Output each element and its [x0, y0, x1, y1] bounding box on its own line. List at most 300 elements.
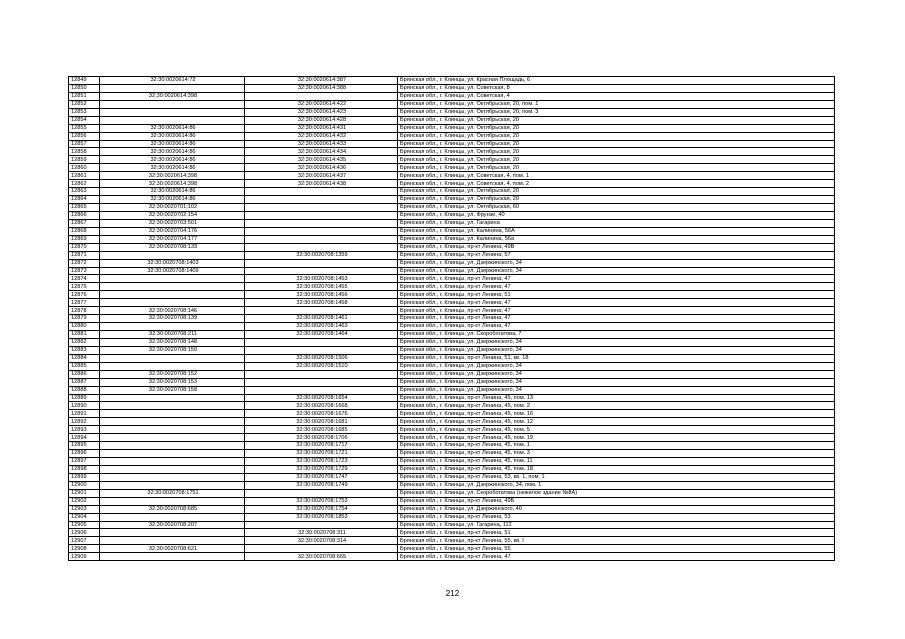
address-cell: Брянская обл., г. Клинцы, пр-кт Ленина, 51: [398, 529, 835, 537]
address-cell: Брянская обл., г. Клинцы, ул. Октябрьская, 20, пом. 3: [398, 108, 835, 116]
cadastral-number-cell: 32:30:0020704:177: [100, 235, 245, 243]
object-cadastral-number-cell: 32:30:0020708:1723: [245, 458, 398, 466]
table-row: [69, 465, 835, 473]
cadastral-number-cell: [100, 275, 245, 283]
table-row: [69, 148, 835, 156]
object-cadastral-number-cell: [245, 92, 398, 100]
row-number-cell: 12894: [69, 434, 100, 442]
cadastral-number-cell: [100, 402, 245, 410]
object-cadastral-number-cell: [245, 307, 398, 315]
cadastral-number-cell: 32:30:0020702:154: [100, 211, 245, 219]
object-cadastral-number-cell: 32:30:0020708:1681: [245, 418, 398, 426]
address-cell: Брянская обл., г. Клинцы, ул. Октябрьская, 20: [398, 188, 835, 196]
object-cadastral-number-cell: [245, 243, 398, 251]
cadastral-number-cell: 32:30:0020708:150: [100, 346, 245, 354]
row-number-cell: 12909: [69, 553, 100, 561]
cadastral-number-cell: 32:30:0020701:102: [100, 204, 245, 212]
address-cell: Брянская обл., г. Клинцы, пр-кт Ленина, 45, пом. 3: [398, 450, 835, 458]
address-cell: Брянская обл., г. Клинцы, ул. Советская, 8: [398, 84, 835, 92]
table-row: [69, 227, 835, 235]
row-number-cell: 12855: [69, 124, 100, 132]
table-row: [69, 458, 835, 466]
address-cell: Брянская обл., г. Клинцы, ул. Советская, 4, пом. 2: [398, 180, 835, 188]
table-row: [69, 434, 835, 442]
row-number-cell: 12902: [69, 497, 100, 505]
table-row: [69, 116, 835, 124]
cadastral-number-cell: [100, 362, 245, 370]
row-number-cell: 12869: [69, 235, 100, 243]
table-row: [69, 545, 835, 553]
row-number-cell: 12873: [69, 267, 100, 275]
object-cadastral-number-cell: 32:30:0020708:314: [245, 537, 398, 545]
table-row: [69, 354, 835, 362]
address-cell: Брянская обл., г. Клинцы, пр-кт Ленина, 45, пом. 12: [398, 418, 835, 426]
table-row: [69, 346, 835, 354]
object-cadastral-number-cell: [245, 188, 398, 196]
table-row: [69, 513, 835, 521]
table-row: [69, 100, 835, 108]
address-cell: Брянская обл., г. Клинцы, пр-кт Ленина, 45, пом. 1: [398, 442, 835, 450]
address-cell: Брянская обл., г. Клинцы, ул. Калинина, 56А: [398, 227, 835, 235]
address-cell: Брянская обл., г. Клинцы, ул. Октябрьская, 20: [398, 156, 835, 164]
row-number-cell: 12898: [69, 465, 100, 473]
address-cell: Брянская обл., г. Клинцы, ул. Октябрьская, 20: [398, 116, 835, 124]
table-row: [69, 505, 835, 513]
table-row: [69, 108, 835, 116]
row-number-cell: 12868: [69, 227, 100, 235]
address-cell: Брянская обл., г. Клинцы, ул. Красная Площадь, 6: [398, 77, 835, 85]
page-number: 212: [445, 589, 460, 598]
address-cell: Брянская обл., г. Клинцы, ул. Советская, 4, пом. 1: [398, 172, 835, 180]
address-cell: Брянская обл., г. Клинцы, пр-кт Ленина, 53, кв. 1, пом. 1: [398, 473, 835, 481]
address-cell: Брянская обл., г. Клинцы, пр-кт Ленина, 47: [398, 315, 835, 323]
address-cell: Брянская обл., г. Клинцы, ул. Октябрьская, 60: [398, 204, 835, 212]
object-cadastral-number-cell: [245, 346, 398, 354]
cadastral-number-cell: [100, 299, 245, 307]
row-number-cell: 12899: [69, 473, 100, 481]
cadastral-number-cell: [100, 442, 245, 450]
cadastral-number-cell: [100, 323, 245, 331]
address-cell: Брянская обл., г. Клинцы, пр-кт Ленина, 47: [398, 307, 835, 315]
row-number-cell: 12865: [69, 204, 100, 212]
object-cadastral-number-cell: 32:30:0020708:1749: [245, 481, 398, 489]
address-cell: Брянская обл., г. Клинцы, ул. Дзержинского, 34, пом. 1: [398, 481, 835, 489]
row-number-cell: 12905: [69, 521, 100, 529]
address-cell: Брянская обл., г. Клинцы, ул. Калинина, 56а: [398, 235, 835, 243]
address-cell: Брянская обл., г. Клинцы, ул. Октябрьская, 20: [398, 164, 835, 172]
row-number-cell: 12893: [69, 426, 100, 434]
address-cell: Брянская обл., г. Клинцы, ул. Дзержинского, 34: [398, 362, 835, 370]
object-cadastral-number-cell: [245, 521, 398, 529]
address-cell: Брянская обл., г. Клинцы, ул. Скоробогатова (нежилое здание №8А): [398, 489, 835, 497]
cadastral-number-cell: [100, 513, 245, 521]
table-row: [69, 370, 835, 378]
cadastral-number-cell: [100, 100, 245, 108]
cadastral-number-cell: [100, 465, 245, 473]
cadastral-number-cell: 32:30:0020704:176: [100, 227, 245, 235]
row-number-cell: 12885: [69, 362, 100, 370]
table-row: [69, 521, 835, 529]
object-cadastral-number-cell: 32:30:0020708:1717: [245, 442, 398, 450]
object-cadastral-number-cell: 32:30:0020708:1668: [245, 402, 398, 410]
address-cell: Брянская обл., г. Клинцы, ул. Фрунзе, 40: [398, 211, 835, 219]
table-row: [69, 307, 835, 315]
object-cadastral-number-cell: 32:30:0020708:1754: [245, 505, 398, 513]
row-number-cell: 12870: [69, 243, 100, 251]
cadastral-number-cell: 32:30:0020708:207: [100, 521, 245, 529]
row-number-cell: 12889: [69, 394, 100, 402]
object-cadastral-number-cell: [245, 489, 398, 497]
address-cell: Брянская обл., г. Клинцы, пр-кт Ленина, 45, пом. 19: [398, 434, 835, 442]
row-number-cell: 12881: [69, 331, 100, 339]
row-number-cell: 12853: [69, 108, 100, 116]
address-cell: Брянская обл., г. Клинцы, ул. Дзержинского, 34: [398, 338, 835, 346]
cadastral-number-cell: 32:30:0020614:86: [100, 188, 245, 196]
row-number-cell: 12858: [69, 148, 100, 156]
object-cadastral-number-cell: [245, 259, 398, 267]
row-number-cell: 12884: [69, 354, 100, 362]
address-cell: Брянская обл., г. Клинцы, ул. Скоробогатова, 7: [398, 331, 835, 339]
table-row: [69, 394, 835, 402]
address-cell: Брянская обл., г. Клинцы, пр-кт Ленина, 55: [398, 545, 835, 553]
object-cadastral-number-cell: 32:30:0020614:388: [245, 84, 398, 92]
object-cadastral-number-cell: 32:30:0020614:423: [245, 108, 398, 116]
object-cadastral-number-cell: 32:30:0020708:1753: [245, 497, 398, 505]
object-cadastral-number-cell: 32:30:0020708:1456: [245, 291, 398, 299]
cadastral-number-cell: 32:30:0020708:146: [100, 307, 245, 315]
table-row: [69, 124, 835, 132]
object-cadastral-number-cell: 32:30:0020614:387: [245, 77, 398, 85]
table-row: [69, 164, 835, 172]
object-cadastral-number-cell: 32:30:0020614:431: [245, 124, 398, 132]
cadastral-number-cell: [100, 481, 245, 489]
row-number-cell: 12882: [69, 338, 100, 346]
cadastral-number-cell: [100, 553, 245, 561]
table-row: [69, 283, 835, 291]
cadastral-number-cell: [100, 450, 245, 458]
row-number-cell: 12895: [69, 442, 100, 450]
table-row: [69, 338, 835, 346]
row-number-cell: 12871: [69, 251, 100, 259]
row-number-cell: 12906: [69, 529, 100, 537]
row-number-cell: 12860: [69, 164, 100, 172]
row-number-cell: 12897: [69, 458, 100, 466]
cadastral-number-cell: 32:30:0020708:158: [100, 386, 245, 394]
cadastral-number-cell: [100, 108, 245, 116]
row-number-cell: 12863: [69, 188, 100, 196]
table-row: [69, 299, 835, 307]
cadastral-number-cell: 32:30:0020703:501: [100, 219, 245, 227]
cadastral-number-cell: [100, 84, 245, 92]
object-cadastral-number-cell: 32:30:0020708:1721: [245, 450, 398, 458]
object-cadastral-number-cell: 32:30:0020708:1458: [245, 299, 398, 307]
address-cell: Брянская обл., г. Клинцы, ул. Дзержинского, 34: [398, 370, 835, 378]
object-cadastral-number-cell: 32:30:0020614:435: [245, 156, 398, 164]
table-row: [69, 180, 835, 188]
cadastral-number-cell: 32:30:0020708:152: [100, 370, 245, 378]
cadastral-number-cell: 32:30:0020614:86: [100, 140, 245, 148]
address-cell: Брянская обл., г. Клинцы, пр-кт Ленина, 55, кв. I: [398, 537, 835, 545]
cadastral-number-cell: [100, 410, 245, 418]
object-cadastral-number-cell: [245, 545, 398, 553]
table-row: [69, 204, 835, 212]
address-cell: Брянская обл., г. Клинцы, пр-кт Ленина, 47: [398, 275, 835, 283]
table-row: [69, 473, 835, 481]
object-cadastral-number-cell: 32:30:0020708:1685: [245, 426, 398, 434]
row-number-cell: 12892: [69, 418, 100, 426]
row-number-cell: 12904: [69, 513, 100, 521]
cadastral-number-cell: [100, 394, 245, 402]
table-row: [69, 259, 835, 267]
object-cadastral-number-cell: 32:30:0020708:1463: [245, 323, 398, 331]
cadastral-number-cell: [100, 529, 245, 537]
object-cadastral-number-cell: 32:30:0020708:665: [245, 553, 398, 561]
cadastral-number-cell: 32:30:0020708:133: [100, 243, 245, 251]
cadastral-number-cell: 32:30:0020614:398: [100, 92, 245, 100]
table-row: [69, 426, 835, 434]
row-number-cell: 12851: [69, 92, 100, 100]
object-cadastral-number-cell: [245, 378, 398, 386]
row-number-cell: 12864: [69, 196, 100, 204]
cadastral-number-cell: [100, 537, 245, 545]
object-cadastral-number-cell: 32:30:0020614:434: [245, 148, 398, 156]
row-number-cell: 12878: [69, 307, 100, 315]
object-cadastral-number-cell: 32:30:0020708:1453: [245, 275, 398, 283]
address-cell: Брянская обл., г. Клинцы, ул. Октябрьская, 20: [398, 196, 835, 204]
table-row: [69, 386, 835, 394]
address-cell: Брянская обл., г. Клинцы, ул. Дзержинского, 40: [398, 505, 835, 513]
address-cell: Брянская обл., г. Клинцы, ул. Дзержинского, 34: [398, 386, 835, 394]
table-row: [69, 489, 835, 497]
address-cell: Брянская обл., г. Клинцы, пр-кт Ленина, 47: [398, 283, 835, 291]
cadastral-number-cell: 32:30:0020614:86: [100, 164, 245, 172]
address-cell: Брянская обл., г. Клинцы, ул. Дзержинского, 34: [398, 346, 835, 354]
table-row: [69, 211, 835, 219]
table-row: [69, 553, 835, 561]
table-row: [69, 235, 835, 243]
address-cell: Брянская обл., г. Клинцы, пр-кт Ленина, 53: [398, 513, 835, 521]
address-cell: Брянская обл., г. Клинцы, пр-кт Ленина, 45, пом. 13: [398, 394, 835, 402]
object-cadastral-number-cell: 32:30:0020614:422: [245, 100, 398, 108]
address-cell: Брянская обл., г. Клинцы, ул. Гагарина, 112: [398, 521, 835, 529]
object-cadastral-number-cell: [245, 219, 398, 227]
address-cell: Брянская обл., г. Клинцы, пр-кт Ленина, 45, пом. 16: [398, 410, 835, 418]
row-number-cell: 12907: [69, 537, 100, 545]
table-row: [69, 537, 835, 545]
address-cell: Брянская обл., г. Клинцы, пр-кт Ленина, 47: [398, 299, 835, 307]
cadastral-number-cell: 32:30:0020708:148: [100, 338, 245, 346]
address-cell: Брянская обл., г. Клинцы, ул. Октябрьская, 20: [398, 132, 835, 140]
row-number-cell: 12880: [69, 323, 100, 331]
cadastral-number-cell: 32:30:0020614:398: [100, 180, 245, 188]
cadastral-number-cell: 32:30:0020614:86: [100, 156, 245, 164]
row-number-cell: 12850: [69, 84, 100, 92]
object-cadastral-number-cell: 32:30:0020708:1853: [245, 513, 398, 521]
table-row: [69, 323, 835, 331]
address-cell: Брянская обл., г. Клинцы, ул. Октябрьская, 20, пом. 1: [398, 100, 835, 108]
object-cadastral-number-cell: 32:30:0020708:1455: [245, 283, 398, 291]
table-row: [69, 481, 835, 489]
table-row: [69, 156, 835, 164]
address-cell: Брянская обл., г. Клинцы, ул. Советская, 4: [398, 92, 835, 100]
object-cadastral-number-cell: 32:30:0020614:433: [245, 140, 398, 148]
object-cadastral-number-cell: 32:30:0020708:1729: [245, 465, 398, 473]
object-cadastral-number-cell: 32:30:0020708:1461: [245, 315, 398, 323]
object-cadastral-number-cell: 32:30:0020708:1654: [245, 394, 398, 402]
row-number-cell: 12872: [69, 259, 100, 267]
cadastral-number-cell: 32:30:0020708:1409: [100, 267, 245, 275]
row-number-cell: 12883: [69, 346, 100, 354]
object-cadastral-number-cell: [245, 235, 398, 243]
object-cadastral-number-cell: 32:30:0020708:311: [245, 529, 398, 537]
table-row: [69, 442, 835, 450]
object-cadastral-number-cell: [245, 204, 398, 212]
address-cell: Брянская обл., г. Клинцы, ул. Дзержинского, 34: [398, 267, 835, 275]
row-number-cell: 12854: [69, 116, 100, 124]
table-row: [69, 362, 835, 370]
table-row: [69, 188, 835, 196]
object-cadastral-number-cell: [245, 211, 398, 219]
table-row: [69, 243, 835, 251]
row-number-cell: 12856: [69, 132, 100, 140]
row-number-cell: 12890: [69, 402, 100, 410]
row-number-cell: 12908: [69, 545, 100, 553]
address-cell: Брянская обл., г. Клинцы, ул. Дзержинского, 34: [398, 378, 835, 386]
table-row: [69, 315, 835, 323]
table-row: [69, 196, 835, 204]
row-number-cell: 12903: [69, 505, 100, 513]
row-number-cell: 12901: [69, 489, 100, 497]
table-row: [69, 172, 835, 180]
table-row: [69, 77, 835, 85]
object-cadastral-number-cell: 32:30:0020614:436: [245, 164, 398, 172]
object-cadastral-number-cell: 32:30:0020708:1359: [245, 251, 398, 259]
row-number-cell: 12861: [69, 172, 100, 180]
object-cadastral-number-cell: 32:30:0020708:1506: [245, 354, 398, 362]
table-row: [69, 378, 835, 386]
row-number-cell: 12867: [69, 219, 100, 227]
registry-table-body: [69, 77, 835, 561]
address-cell: Брянская обл., г. Клинцы, пр-кт Ленина, 47: [398, 553, 835, 561]
row-number-cell: 12900: [69, 481, 100, 489]
cadastral-number-cell: 32:30:0020614:86: [100, 124, 245, 132]
object-cadastral-number-cell: 32:30:0020614:438: [245, 180, 398, 188]
row-number-cell: 12859: [69, 156, 100, 164]
cadastral-number-cell: 32:30:0020708:621: [100, 545, 245, 553]
cadastral-number-cell: [100, 283, 245, 291]
cadastral-number-cell: 32:30:0020708:1403: [100, 259, 245, 267]
registry-table: [68, 76, 835, 561]
address-cell: Брянская обл., г. Клинцы, ул. Дзержинского, 34: [398, 259, 835, 267]
cadastral-number-cell: 32:30:0020614:86: [100, 196, 245, 204]
cadastral-number-cell: [100, 116, 245, 124]
object-cadastral-number-cell: [245, 370, 398, 378]
cadastral-number-cell: [100, 291, 245, 299]
object-cadastral-number-cell: 32:30:0020708:1747: [245, 473, 398, 481]
row-number-cell: 12857: [69, 140, 100, 148]
cadastral-number-cell: [100, 434, 245, 442]
object-cadastral-number-cell: [245, 227, 398, 235]
row-number-cell: 12852: [69, 100, 100, 108]
address-cell: Брянская обл., г. Клинцы, пр-кт Ленина, 47: [398, 323, 835, 331]
cadastral-number-cell: [100, 418, 245, 426]
row-number-cell: 12874: [69, 275, 100, 283]
table-row: [69, 402, 835, 410]
table-row: [69, 132, 835, 140]
table-row: [69, 529, 835, 537]
table-row: [69, 291, 835, 299]
address-cell: Брянская обл., г. Клинцы, ул. Октябрьская, 20: [398, 140, 835, 148]
row-number-cell: 12886: [69, 370, 100, 378]
object-cadastral-number-cell: [245, 267, 398, 275]
cadastral-number-cell: [100, 426, 245, 434]
row-number-cell: 12862: [69, 180, 100, 188]
address-cell: Брянская обл., г. Клинцы, пр-кт Ленина, 57: [398, 251, 835, 259]
cadastral-number-cell: 32:30:0020708:211: [100, 331, 245, 339]
cadastral-number-cell: 32:30:0020708:1751: [100, 489, 245, 497]
address-cell: Брянская обл., г. Клинцы, пр-кт Ленина, 45, пом. 2: [398, 402, 835, 410]
cadastral-number-cell: [100, 251, 245, 259]
table-row: [69, 410, 835, 418]
table-row: [69, 450, 835, 458]
address-cell: Брянская обл., г. Клинцы, пр-кт Ленина, 51, кв. 18: [398, 354, 835, 362]
object-cadastral-number-cell: [245, 196, 398, 204]
row-number-cell: 12875: [69, 283, 100, 291]
row-number-cell: 12896: [69, 450, 100, 458]
row-number-cell: 12876: [69, 291, 100, 299]
cadastral-number-cell: 32:30:0020614:86: [100, 148, 245, 156]
cadastral-number-cell: 32:30:0020708:153: [100, 378, 245, 386]
table-row: [69, 275, 835, 283]
row-number-cell: 12849: [69, 77, 100, 85]
row-number-cell: 12879: [69, 315, 100, 323]
object-cadastral-number-cell: 32:30:0020708:1706: [245, 434, 398, 442]
table-row: [69, 331, 835, 339]
object-cadastral-number-cell: 32:30:0020614:432: [245, 132, 398, 140]
cadastral-number-cell: 32:30:0020614:398: [100, 172, 245, 180]
row-number-cell: 12877: [69, 299, 100, 307]
cadastral-number-cell: 32:30:0020708:685: [100, 505, 245, 513]
table-row: [69, 84, 835, 92]
object-cadastral-number-cell: 32:30:0020708:1676: [245, 410, 398, 418]
row-number-cell: 12888: [69, 386, 100, 394]
table-row: [69, 497, 835, 505]
cadastral-number-cell: [100, 354, 245, 362]
address-cell: Брянская обл., г. Клинцы, ул. Гагарина: [398, 219, 835, 227]
table-row: [69, 267, 835, 275]
table-row: [69, 140, 835, 148]
address-cell: Брянская обл., г. Клинцы, ул. Октябрьская, 20: [398, 148, 835, 156]
object-cadastral-number-cell: 32:30:0020708:1510: [245, 362, 398, 370]
cadastral-number-cell: [100, 473, 245, 481]
row-number-cell: 12866: [69, 211, 100, 219]
object-cadastral-number-cell: 32:30:0020614:437: [245, 172, 398, 180]
table-row: [69, 92, 835, 100]
row-number-cell: 12891: [69, 410, 100, 418]
cadastral-number-cell: 32:30:0020614:72: [100, 77, 245, 85]
table-row: [69, 219, 835, 227]
cadastral-number-cell: 32:30:0020614:86: [100, 132, 245, 140]
address-cell: Брянская обл., г. Клинцы, ул. Октябрьская, 20: [398, 124, 835, 132]
object-cadastral-number-cell: 32:30:0020708:1464: [245, 331, 398, 339]
cadastral-number-cell: [100, 458, 245, 466]
address-cell: Брянская обл., г. Клинцы, пр-кт Ленина, 49В: [398, 243, 835, 251]
object-cadastral-number-cell: [245, 338, 398, 346]
object-cadastral-number-cell: 32:30:0020614:428: [245, 116, 398, 124]
row-number-cell: 12887: [69, 378, 100, 386]
address-cell: Брянская обл., г. Клинцы, пр-кт Ленина, 51: [398, 291, 835, 299]
table-row: [69, 418, 835, 426]
